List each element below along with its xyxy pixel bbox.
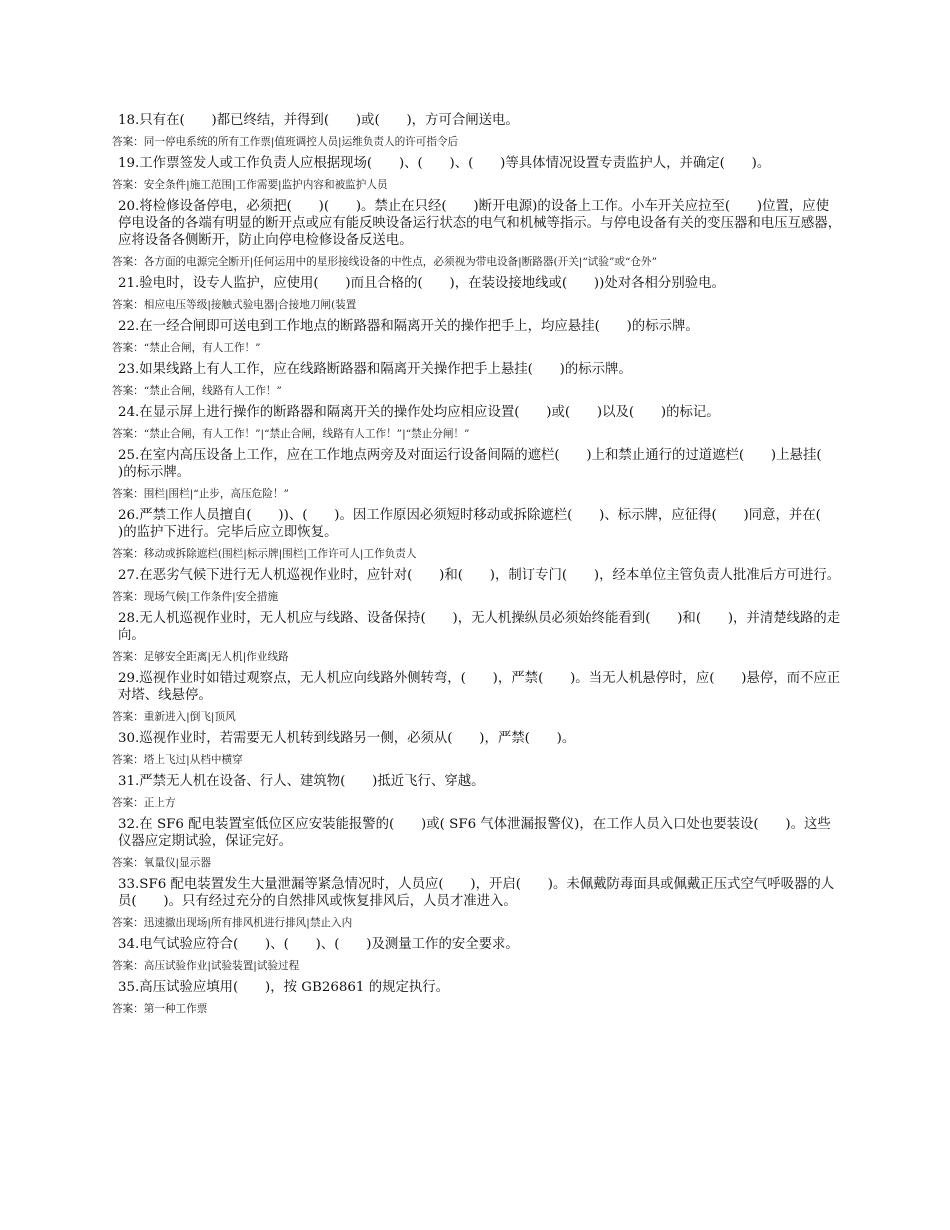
answer-prefix: 答案：: [112, 711, 144, 723]
answer-prefix: 答案：: [112, 428, 144, 440]
answer-line: [112, 959, 842, 973]
answer-text: 现场气候|工作条件|安全措施: [143, 591, 279, 603]
answer-prefix: 答案：: [112, 797, 144, 809]
question-text: 25.在室内高压设备上工作，应在工作地点两旁及对面运行设备间隔的遮栏( )上和禁止通行的过道遮栏( )上悬挂( )的标示牌。: [118, 448, 849, 480]
answer-text: 正上方: [143, 797, 176, 809]
answer-text: 第一种工作票: [143, 1003, 208, 1015]
question-text: 21.验电时，设专人监护，应使用( )而且合格的( )，在装设接地线或( ))处对各相分别验电。: [118, 276, 725, 291]
answer-prefix: 答案：: [112, 548, 144, 560]
answer-prefix: 答案：: [112, 917, 144, 929]
answer-line: [112, 341, 842, 355]
answer-text: “禁止合闸，有人工作！”: [143, 342, 261, 354]
question-text: 23.如果线路上有人工作，应在线路断路器和隔离开关操作把手上悬挂( )的标示牌。: [118, 362, 632, 377]
question-text: 28.无人机巡视作业时，无人机应与线路、设备保持( )，无人机操纵员必须始终能看到( )和( )，并清楚线路的走向。: [118, 611, 841, 643]
answer-text: 同一停电系统的所有工作票|值班调控人员|运维负责人的许可指令后: [143, 136, 459, 148]
answer-text: 高压试验作业|试验装置|试验过程: [143, 960, 300, 972]
answer-prefix: 答案：: [112, 136, 144, 148]
answer-line: [112, 178, 842, 192]
answer-text: 重新进入|倒飞|顶风: [143, 711, 236, 723]
answer-prefix: 答案：: [112, 256, 144, 268]
answer-text: 相应电压等级|接触式验电器|合接地刀闸(装置: [143, 299, 357, 311]
answer-line: [112, 384, 842, 398]
qa-item: [112, 816, 842, 870]
qa-item: [112, 404, 842, 441]
qa-item: [112, 670, 842, 724]
answer-prefix: 答案：: [112, 960, 144, 972]
answer-line: [112, 427, 842, 441]
answer-text: 围栏|围栏|“止步，高压危险！”: [143, 488, 289, 500]
qa-item: [112, 155, 842, 192]
answer-text: 足够安全距离|无人机|作业线路: [143, 651, 289, 663]
answer-text: 塔上飞过|从档中横穿: [143, 754, 243, 766]
answer-line: [112, 796, 842, 810]
answer-prefix: 答案：: [112, 754, 144, 766]
answer-line: [112, 255, 842, 269]
question-text: 31.严禁无人机在设备、行人、建筑物( )抵近飞行、穿越。: [118, 774, 485, 789]
qa-item: [112, 936, 842, 973]
answer-prefix: 答案：: [112, 342, 144, 354]
qa-item: [112, 275, 842, 312]
answer-text: 氧量仪|显示器: [143, 857, 211, 869]
qa-item: [112, 610, 842, 664]
answer-text: 移动或拆除遮栏(围栏|标示牌|围栏|工作许可人|工作负责人: [143, 548, 417, 560]
question-text: 35.高压试验应填用( )，按 GB26861 的规定执行。: [118, 980, 450, 995]
answer-line: [112, 487, 842, 501]
question-text: 19.工作票签发人或工作负责人应根据现场( )、( )、( )等具体情况设置专责监护人，并确定( )。: [118, 156, 771, 171]
answer-prefix: 答案：: [112, 299, 144, 311]
answer-line: [112, 710, 842, 724]
answer-text: 迅速撤出现场|所有排风机进行排风|禁止入内: [143, 917, 353, 929]
answer-text: “禁止合闸，有人工作！”|“禁止合闸，线路有人工作！”|“禁止分闸！”: [143, 428, 470, 440]
qa-item: [112, 979, 842, 1016]
answer-prefix: 答案：: [112, 591, 144, 603]
qa-item: [112, 361, 842, 398]
answer-text: 各方面的电源完全断开|任何运用中的星形接线设备的中性点，必须视为带电设备|断路器(开关|“试验”或“仓外”: [143, 256, 657, 268]
qa-item: [112, 507, 848, 561]
answer-line: [112, 135, 842, 149]
qa-item: [112, 112, 842, 149]
answer-text: “禁止合闸，线路有人工作！”: [143, 385, 282, 397]
question-text: 26.严禁工作人员擅自( ))、( )。因工作原因必须短时移动或拆除遮栏( )、标示牌，应征得( )同意，并在( )的监护下进行。完毕后应立即恢复。: [118, 508, 848, 540]
answer-prefix: 答案：: [112, 179, 144, 191]
answer-line: [112, 916, 842, 930]
question-text: 34.电气试验应符合( )、( )、( )及测量工作的安全要求。: [118, 937, 519, 952]
answer-line: [112, 298, 842, 312]
question-text: 22.在一经合闸即可送电到工作地点的断路器和隔离开关的操作把手上，均应悬挂( )的标示牌。: [118, 319, 699, 334]
question-text: 33.SF6 配电装置发生大量泄漏等紧急情况时，人员应( )，开启( )。未佩戴防毒面具或佩戴正压式空气呼吸器的人员( )。只有经过充分的自然排风或恢复排风后，人员才准进入。: [118, 877, 835, 909]
answer-prefix: 答案：: [112, 857, 144, 869]
answer-line: [112, 547, 842, 561]
question-text: 20.将检修设备停电，必须把( )( )。禁止在只经( )断开电源)的设备上工作。小车开关应拉至( )位置，应使停电设备的各端有明显的断开点或应有能反映设备运行状态的电气和机械等指示。与停电设备有关的变压器和电压互感器，应将设备各侧断开，防止向停电检修设备反送电。: [118, 199, 842, 248]
answer-prefix: 答案：: [112, 488, 144, 500]
question-text: 27.在恶劣气候下进行无人机巡视作业时，应针对( )和( )，制订专门( )，经本单位主管负责人批准后方可进行。: [118, 568, 841, 583]
qa-item: [112, 876, 842, 930]
qa-item: [112, 567, 842, 604]
question-text: 30.巡视作业时，若需要无人机转到线路另一侧，必须从( )，严禁( )。: [118, 731, 576, 746]
question-text: 18.只有在( )都已终结，并得到( )或( )，方可合闸送电。: [118, 113, 519, 128]
question-text: 24.在显示屏上进行操作的断路器和隔离开关的操作处均应相应设置( )或( )以及( )的标记。: [118, 405, 720, 420]
answer-line: [112, 590, 842, 604]
answer-line: [112, 753, 842, 767]
qa-item: [112, 198, 842, 269]
answer-prefix: 答案：: [112, 385, 144, 397]
answer-line: [112, 856, 842, 870]
answer-text: 安全条件|施工范围|工作需要|监护内容和被监护人员: [143, 179, 388, 191]
qa-item: [112, 318, 842, 355]
qa-item: [112, 730, 842, 767]
question-text: 29.巡视作业时如错过观察点，无人机应向线路外侧转弯，( )，严禁( )。当无人机悬停时，应( )悬停，而不应正对塔、线悬停。: [118, 671, 841, 703]
answer-prefix: 答案：: [112, 651, 144, 663]
question-text: 32.在 SF6 配电装置室低位区应安装能报警的( )或( SF6 气体泄漏报警仪)，在工作人员入口处也要装设( )。这些仪器应定期试验，保证完好。: [118, 817, 831, 849]
answer-prefix: 答案：: [112, 1003, 144, 1015]
answer-line: [112, 650, 842, 664]
qa-item: [112, 773, 842, 810]
answer-line: [112, 1002, 842, 1016]
qa-item: [112, 447, 849, 501]
